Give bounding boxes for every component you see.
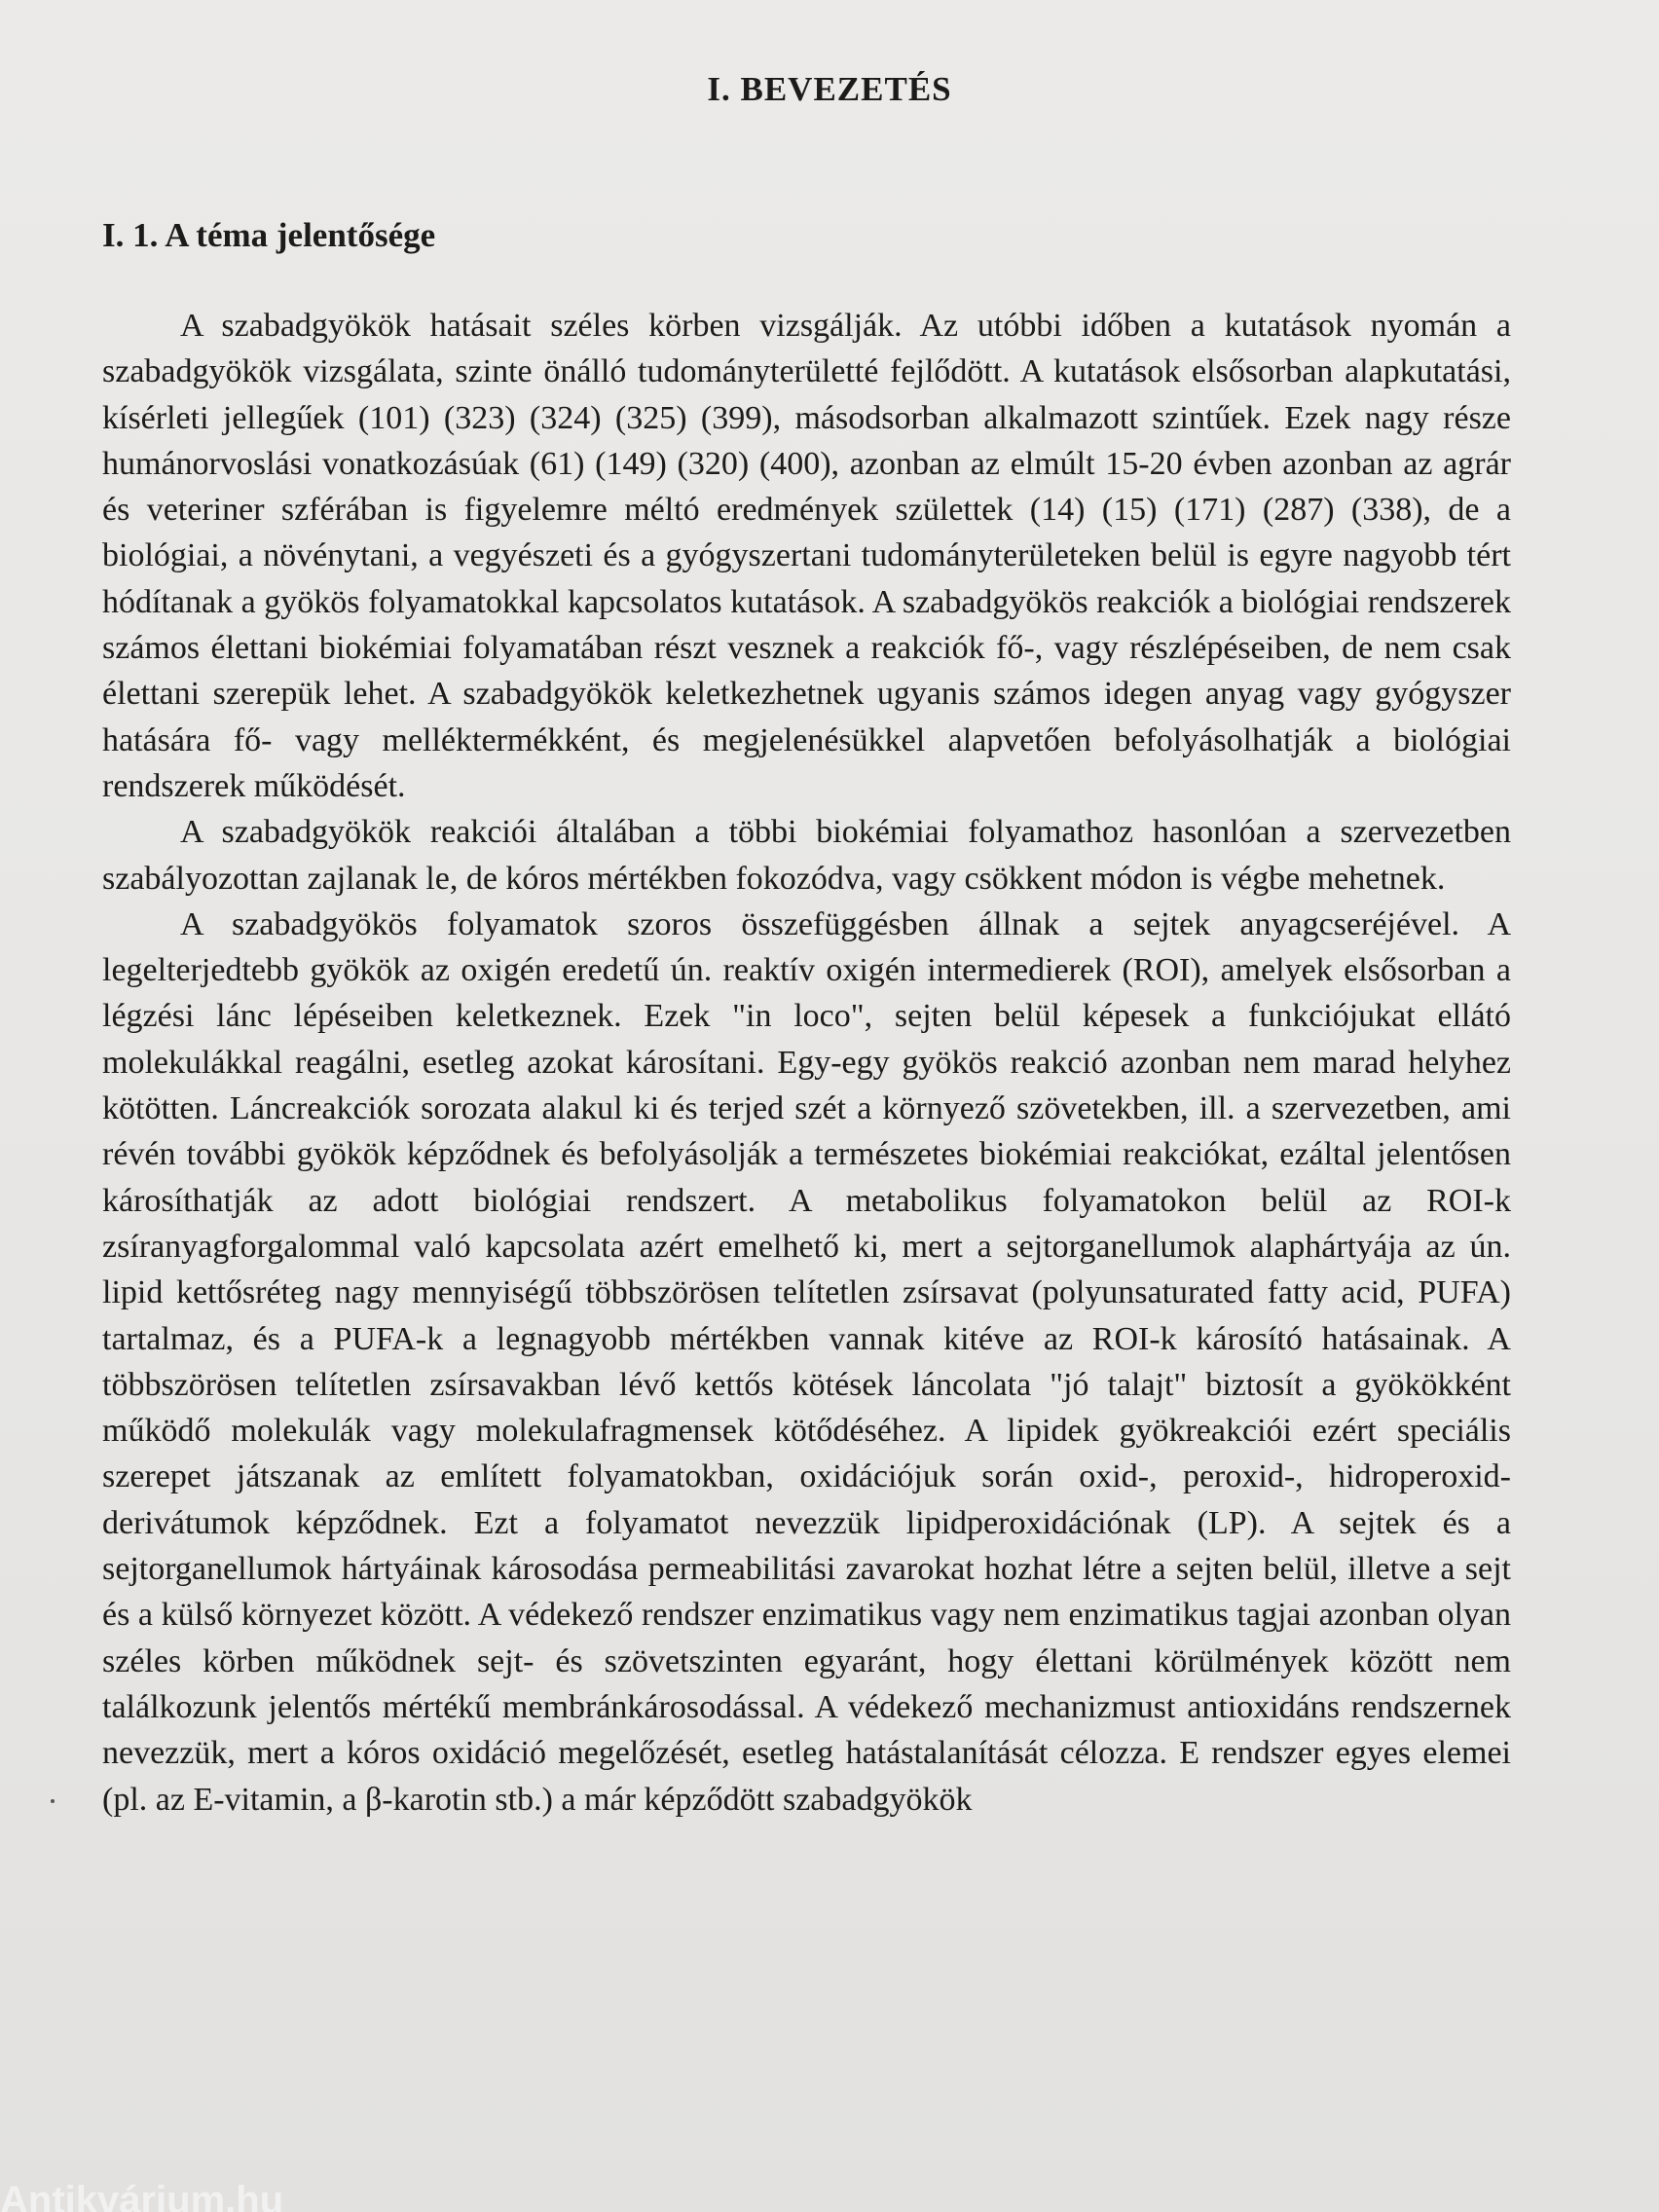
body-text	[102, 303, 1511, 1823]
margin-mark	[51, 1799, 55, 1803]
section-title: I. 1. A téma jelentősége	[102, 216, 436, 254]
paragraph-2: A szabadgyökök reakciói általában a többi biokémiai folyamathoz hasonlóan a szervezetben szabályozottan zajlanak le, de kóros mértékben fokozódva, vagy csökkent módon is végbe mehetnek.	[102, 814, 1511, 897]
paragraph-3: A szabadgyökös folyamatok szoros összefüggésben állnak a sejtek anyagcseréjével. A legelterjedtebb gyökök az oxigén eredetű ún. reaktív oxigén intermedierek (ROI), amelyek elsősorban a légzési lánc lépéseiben keletkeznek. Ezek "in loco", sejten belül képesek a funkciójukat ellátó molekulákkal reagálni, esetleg azokat károsítani. Egy-egy gyökös reakció azonban nem marad helyhez kötötten. Láncreakciók sorozata alakul ki és terjed szét a környező szövetekben, ill. a szervezetben, ami révén további gyökök képződnek és befolyásolják a természetes biokémiai reakciókat, ezáltal jelentősen károsíthatják az adott biológiai rendszert. A metabolikus folyamatokon belül az ROI-k zsíranyagforgalommal való kapcsolata azért emelhető ki, mert a sejtorganellumok alaphártyája az ún. lipid kettősréteg nagy mennyiségű többszörösen telítetlen zsírsavat (polyunsaturated fatty acid, PUFA) tartalmaz, és a PUFA-k a legnagyobb mértékben vannak kitéve az ROI-k károsító hatásainak. A többszörösen telítetlen zsírsavakban lévő kettős kötések láncolata "jó talajt" biztosít a gyökökként működő molekulák vagy molekulafragmensek kötődéséhez. A lipidek gyökreakciói ezért speciális szerepet játszanak az említett folyamatokban, oxidációjuk során oxid-, peroxid-, hidroperoxid-derivátumok képződnek. Ezt a folyamatot nevezzük lipidperoxidációnak (LP). A sejtek és a sejtorganellumok hártyáinak károsodása permeabilitási zavarokat hozhat létre a sejten belül, illetve a sejt és a külső környezet között. A védekező rendszer enzimatikus vagy nem enzimatikus tagjai azonban olyan széles körben működnek sejt- és szövetszinten egyaránt, hogy élettani körülmények között nem találkozunk jelentős mértékű membránkárosodással. A védekező mechanizmust antioxidáns rendszernek nevezzük, mert a kóros oxidáció megelőzését, esetleg hatástalanítását célozza. E rendszer egyes elemei (pl. az E-vitamin, a β-karotin stb.) a már képződött szabadgyökök	[102, 905, 1511, 1818]
paragraph-1: A szabadgyökök hatásait széles körben vizsgálják. Az utóbbi időben a kutatások nyomán a szabadgyökök vizsgálata, szinte önálló tudományterületté fejlődött. A kutatások elsősorban alapkutatási, kísérleti jellegűek (101) (323) (324) (325) (399), másodsorban alkalmazott szintűek. Ezek nagy része humánorvoslási vonatkozásúak (61) (149) (320) (400), azonban az elmúlt 15-20 évben azonban az agrár és veteriner szférában is figyelemre méltó eredmények születtek (14) (15) (171) (287) (338), de a biológiai, a növénytani, a vegyészeti és a gyógyszertani tudományterületeken belül is egyre nagyobb tért hódítanak a gyökös folyamatokkal kapcsolatos kutatások. A szabadgyökös reakciók a biológiai rendszerek számos élettani biokémiai folyamatában részt vesznek a reakciók fő-, vagy részlépéseiben, de nem csak élettani szerepük lehet. A szabadgyökök keletkezhetnek ugyanis számos idegen anyag vagy gyógyszer hatására fő- vagy melléktermékként, és megjelenésükkel alapvetően befolyásolhatják a biológiai rendszerek működését.	[102, 308, 1511, 804]
watermark: Antikvárium.hu	[0, 2179, 284, 2212]
chapter-title: I. BEVEZETÉS	[707, 70, 952, 108]
